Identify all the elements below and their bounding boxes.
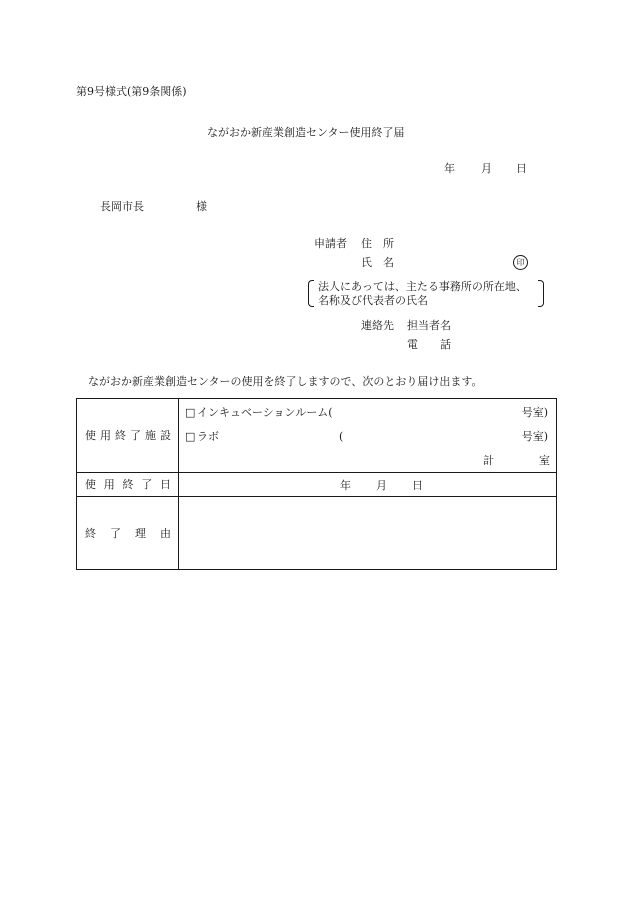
table-row-end-date — [77, 473, 557, 497]
reason-label-cell — [77, 497, 179, 570]
applicant-label: 申請者 — [314, 237, 347, 250]
table-row-reason — [77, 497, 557, 570]
form-number: 第9号様式(第9条関係) — [76, 85, 187, 98]
lab-label: ラボ — [197, 430, 219, 443]
end-date-day-label: 日 — [412, 479, 423, 492]
corporate-note — [308, 280, 544, 307]
corporate-note-line1: 法人にあっては、主たる事務所の所在地、 — [318, 280, 527, 293]
facility-value-cell — [179, 399, 557, 473]
contact-label: 連絡先 — [361, 319, 394, 332]
end-date-value-cell — [179, 473, 557, 497]
facility-label-text-char: 用 — [100, 429, 111, 442]
total-label: 計 — [483, 454, 494, 467]
facility-label-text-char: 設 — [160, 429, 171, 442]
bracket-right — [538, 280, 544, 307]
contact-person-label: 担当者名 — [407, 319, 451, 332]
applicant-name-label: 氏 名 — [361, 256, 394, 269]
end-date-label-cell — [77, 473, 179, 497]
end-date-label-text-char: 終 — [122, 478, 134, 491]
end-date-label-text-char: 用 — [103, 478, 115, 491]
statement-text: ながおか新産業創造センターの使用を終了しますので、次のとおり届け出ます。 — [88, 375, 483, 388]
facility-label-text-char: 施 — [145, 429, 156, 442]
reason-label-text-char: 了 — [110, 526, 121, 540]
incubation-checkbox[interactable]: □ — [185, 406, 196, 419]
seal-mark-icon: 印 — [513, 255, 528, 270]
corporate-note-line2: 名称及び代表者の氏名 — [318, 294, 428, 307]
reason-label-text-char: 由 — [160, 526, 171, 540]
addressee-honorific: 様 — [196, 200, 207, 213]
end-date-month-label: 月 — [376, 479, 387, 492]
date-month-label: 月 — [481, 162, 492, 175]
reason-label — [77, 528, 178, 539]
facility-label-text-char: 了 — [130, 429, 141, 442]
reason-label-text-char: 終 — [85, 526, 96, 540]
page-title: ながおか新産業創造センター使用終了届 — [207, 126, 405, 139]
contact-phone-label: 電 話 — [407, 338, 451, 351]
date-year-label: 年 — [444, 162, 455, 175]
reason-label-text-char: 理 — [135, 526, 146, 540]
facility-label-text-char: 使 — [85, 429, 96, 442]
end-date-year-label: 年 — [340, 479, 351, 492]
reason-value-cell[interactable] — [179, 497, 557, 570]
lab-open-paren: ( — [339, 430, 344, 443]
facility-label-cell — [77, 399, 179, 473]
end-date-label — [77, 479, 178, 490]
incubation-label: インキュベーションルーム( — [197, 406, 333, 419]
end-date-label-text-char: 日 — [160, 478, 171, 491]
facility-table — [76, 398, 557, 570]
total-room-suffix: 室 — [539, 454, 550, 467]
facility-label-text-char: 終 — [115, 429, 126, 442]
end-date-label-text-char: 了 — [141, 478, 153, 491]
applicant-address-label: 住 所 — [361, 237, 394, 250]
bracket-left — [308, 280, 314, 307]
end-date-label-text-char: 使 — [85, 478, 96, 491]
incubation-room-suffix: 号室) — [521, 406, 548, 419]
table-row-facility — [77, 399, 557, 473]
lab-checkbox[interactable]: □ — [185, 430, 196, 443]
date-day-label: 日 — [516, 162, 527, 175]
facility-label — [77, 430, 178, 441]
addressee-name: 長岡市長 — [100, 200, 144, 213]
lab-room-suffix: 号室) — [521, 430, 548, 443]
